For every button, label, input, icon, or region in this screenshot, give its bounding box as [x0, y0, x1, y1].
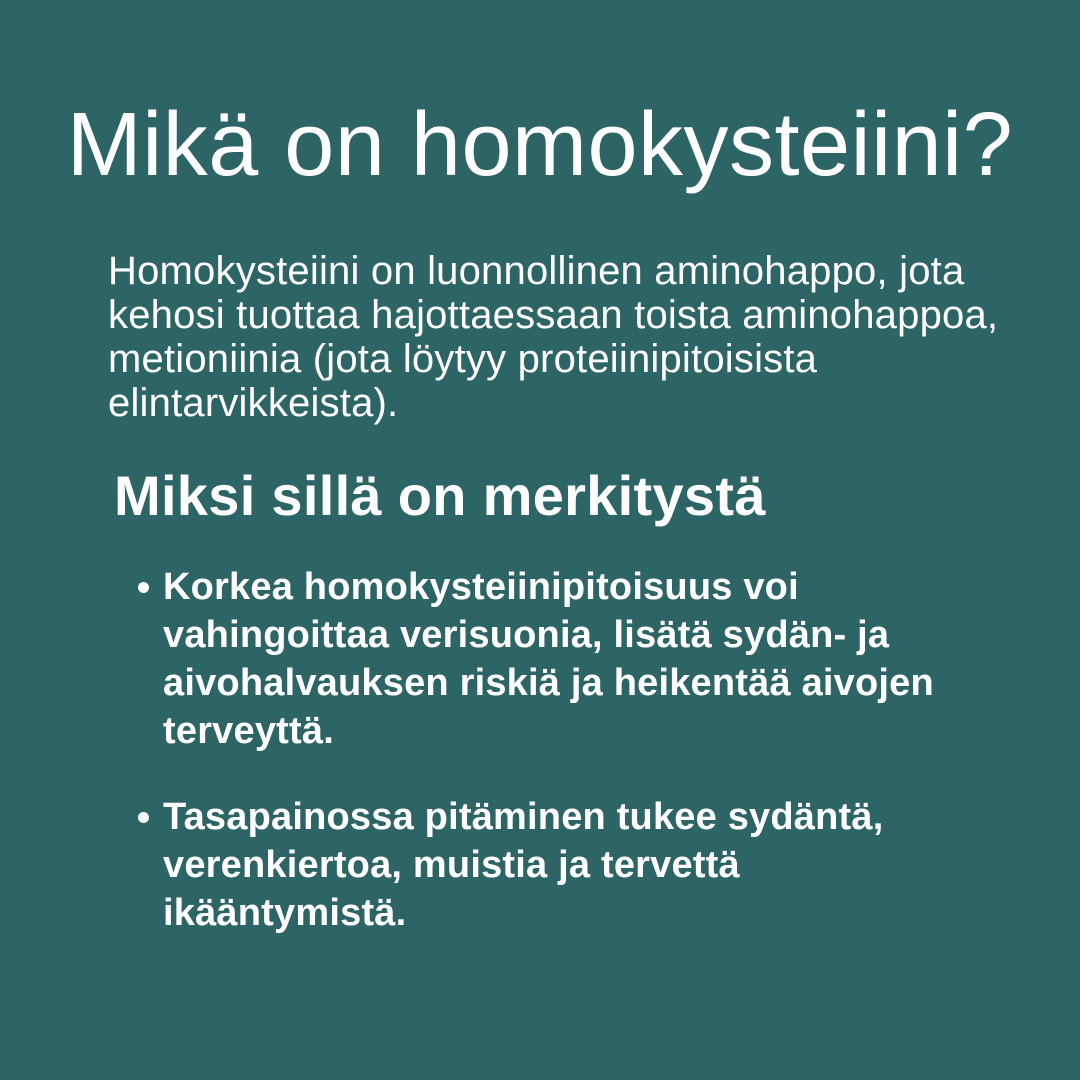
bullet-line: ikääntymistä. [163, 891, 407, 934]
bullet-dot [138, 812, 149, 823]
list-item [138, 793, 1080, 937]
intro-line: Homokysteiini on luonnollinen aminohappo, jota [108, 249, 965, 293]
bullet-text [163, 563, 934, 755]
bullet-line: terveyttä. [163, 709, 334, 752]
bullet-text [163, 793, 884, 937]
bullet-line: vahingoittaa verisuonia, lisätä sydän- ja [163, 613, 890, 656]
intro-paragraph [108, 249, 1000, 425]
bullet-line: Korkea homokysteiinipitoisuus voi [163, 565, 799, 608]
intro-line: kehosi tuottaa hajottaessaan toista aminohappoa, [108, 293, 999, 337]
bullet-line: aivohalvauksen riskiä ja heikentää aivojen [163, 661, 934, 704]
bullet-list [138, 563, 1080, 937]
section-heading: Miksi sillä on merkitystä [114, 464, 766, 527]
bullet-line: Tasapainossa pitäminen tukee sydäntä, [163, 795, 884, 838]
list-item [138, 563, 1080, 755]
intro-line: elintarvikkeista). [108, 381, 399, 425]
page-title: Mikä on homokysteiini? [66, 95, 1014, 195]
bullet-dot [138, 582, 149, 593]
intro-line: metioniinia (jota löytyy proteiinipitoisista [108, 337, 818, 381]
bullet-line: verenkiertoa, muistia ja tervettä [163, 843, 740, 886]
